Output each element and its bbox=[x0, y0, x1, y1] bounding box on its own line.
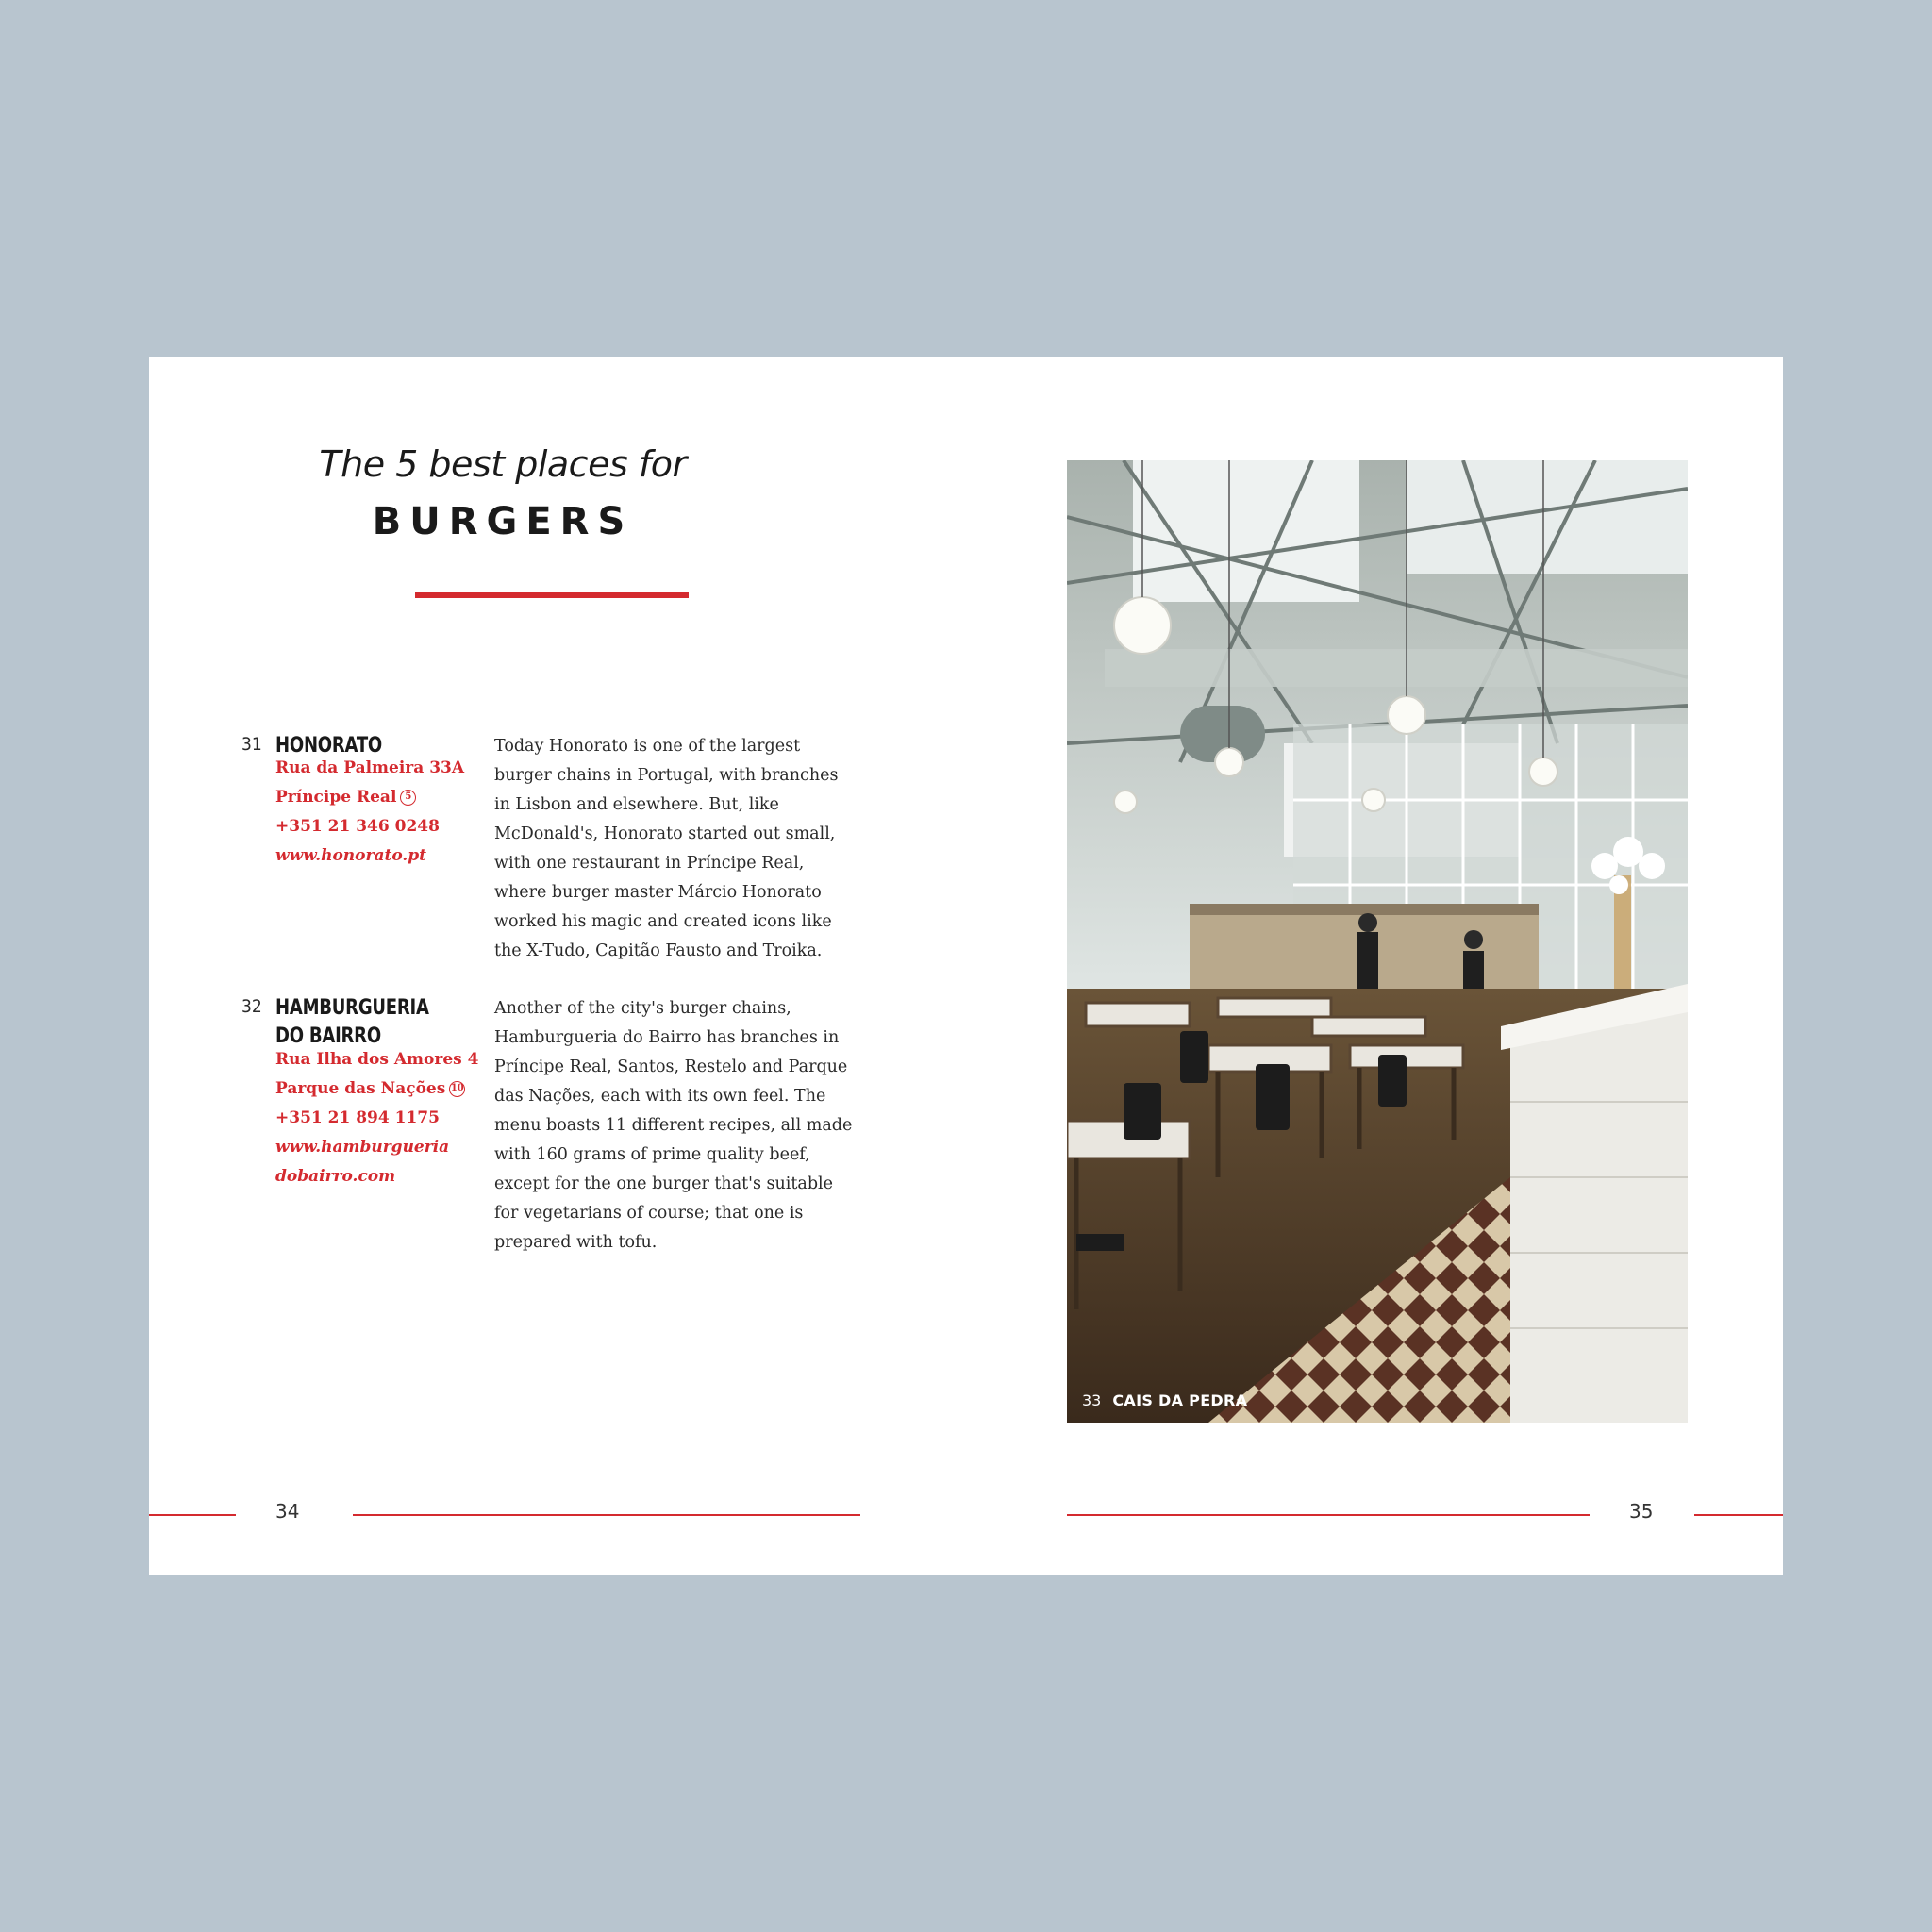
entry-contact bbox=[275, 1045, 502, 1191]
entry-website-link[interactable]: www.hamburgueria bbox=[275, 1138, 450, 1157]
entry-address-line: Rua Ilha dos Amores 4 bbox=[275, 1050, 479, 1069]
district-badge: 5 bbox=[400, 790, 416, 806]
book-spread bbox=[149, 357, 1783, 1575]
page-number-left: 34 bbox=[275, 1500, 300, 1523]
photo-caption bbox=[1082, 1391, 1247, 1409]
description-line: where burger master Márcio Honorato bbox=[494, 883, 822, 902]
footer-rule bbox=[353, 1514, 860, 1516]
entry-name bbox=[275, 994, 454, 1051]
entry-address-line: Rua da Palmeira 33A bbox=[275, 758, 465, 777]
description-line: in Lisbon and elsewhere. But, like bbox=[494, 795, 779, 814]
entry-name-line: HONORATO bbox=[275, 734, 382, 758]
description-line: McDonald's, Honorato started out small, bbox=[494, 824, 836, 843]
description-line: menu boasts 11 different recipes, all made bbox=[494, 1116, 853, 1135]
entry-district-line bbox=[275, 783, 502, 812]
description-line: except for the one burger that's suitable bbox=[494, 1174, 833, 1193]
description-line: Hamburgueria do Bairro has branches in bbox=[494, 1028, 840, 1047]
entry-address-line: Parque das Nações bbox=[275, 1079, 446, 1098]
footer-rule bbox=[1694, 1514, 1783, 1516]
entry-contact bbox=[275, 754, 502, 871]
entry-number: 32 bbox=[242, 996, 262, 1017]
page-title-line2: BURGERS bbox=[372, 500, 634, 543]
description-line: Príncipe Real, Santos, Restelo and Parque bbox=[494, 1058, 848, 1076]
caption-name: CAIS DA PEDRA bbox=[1112, 1391, 1248, 1409]
description-line: with one restaurant in Príncipe Real, bbox=[494, 854, 805, 873]
page-number-right: 35 bbox=[1629, 1500, 1654, 1523]
entry-name-line: HAMBURGUERIA bbox=[275, 996, 429, 1020]
page-title-line1: The 5 best places for bbox=[319, 443, 687, 485]
description-line: for vegetarians of course; that one is bbox=[494, 1204, 804, 1223]
description-line: Today Honorato is one of the largest bbox=[494, 737, 801, 756]
restaurant-interior-illustration bbox=[1067, 460, 1688, 1423]
description-line: the X-Tudo, Capitão Fausto and Troika. bbox=[494, 941, 823, 960]
restaurant-photo bbox=[1067, 460, 1688, 1423]
entry-district-line bbox=[275, 1074, 502, 1104]
caption-number: 33 bbox=[1082, 1391, 1102, 1409]
district-badge: 10 bbox=[449, 1081, 465, 1097]
description-line: prepared with tofu. bbox=[494, 1233, 658, 1252]
entry-address-line: Príncipe Real bbox=[275, 788, 397, 807]
description-line: Another of the city's burger chains, bbox=[494, 999, 791, 1018]
title-divider bbox=[415, 592, 689, 598]
entry-name-line: DO BAIRRO bbox=[275, 1024, 381, 1048]
entry-website-link[interactable]: dobairro.com bbox=[275, 1167, 396, 1186]
entry-website-link[interactable]: www.honorato.pt bbox=[275, 846, 427, 865]
entry-description bbox=[494, 994, 872, 1257]
description-line: burger chains in Portugal, with branches bbox=[494, 766, 839, 785]
description-line: with 160 grams of prime quality beef, bbox=[494, 1145, 810, 1164]
description-line: worked his magic and created icons like bbox=[494, 912, 832, 931]
entry-number: 31 bbox=[242, 734, 262, 755]
description-line: das Nações, each with its own feel. The bbox=[494, 1087, 826, 1106]
entry-phone[interactable]: +351 21 346 0248 bbox=[275, 817, 440, 836]
entry-phone[interactable]: +351 21 894 1175 bbox=[275, 1108, 440, 1127]
entry-description bbox=[494, 732, 872, 966]
footer-rule bbox=[1067, 1514, 1590, 1516]
footer-rule bbox=[149, 1514, 236, 1516]
